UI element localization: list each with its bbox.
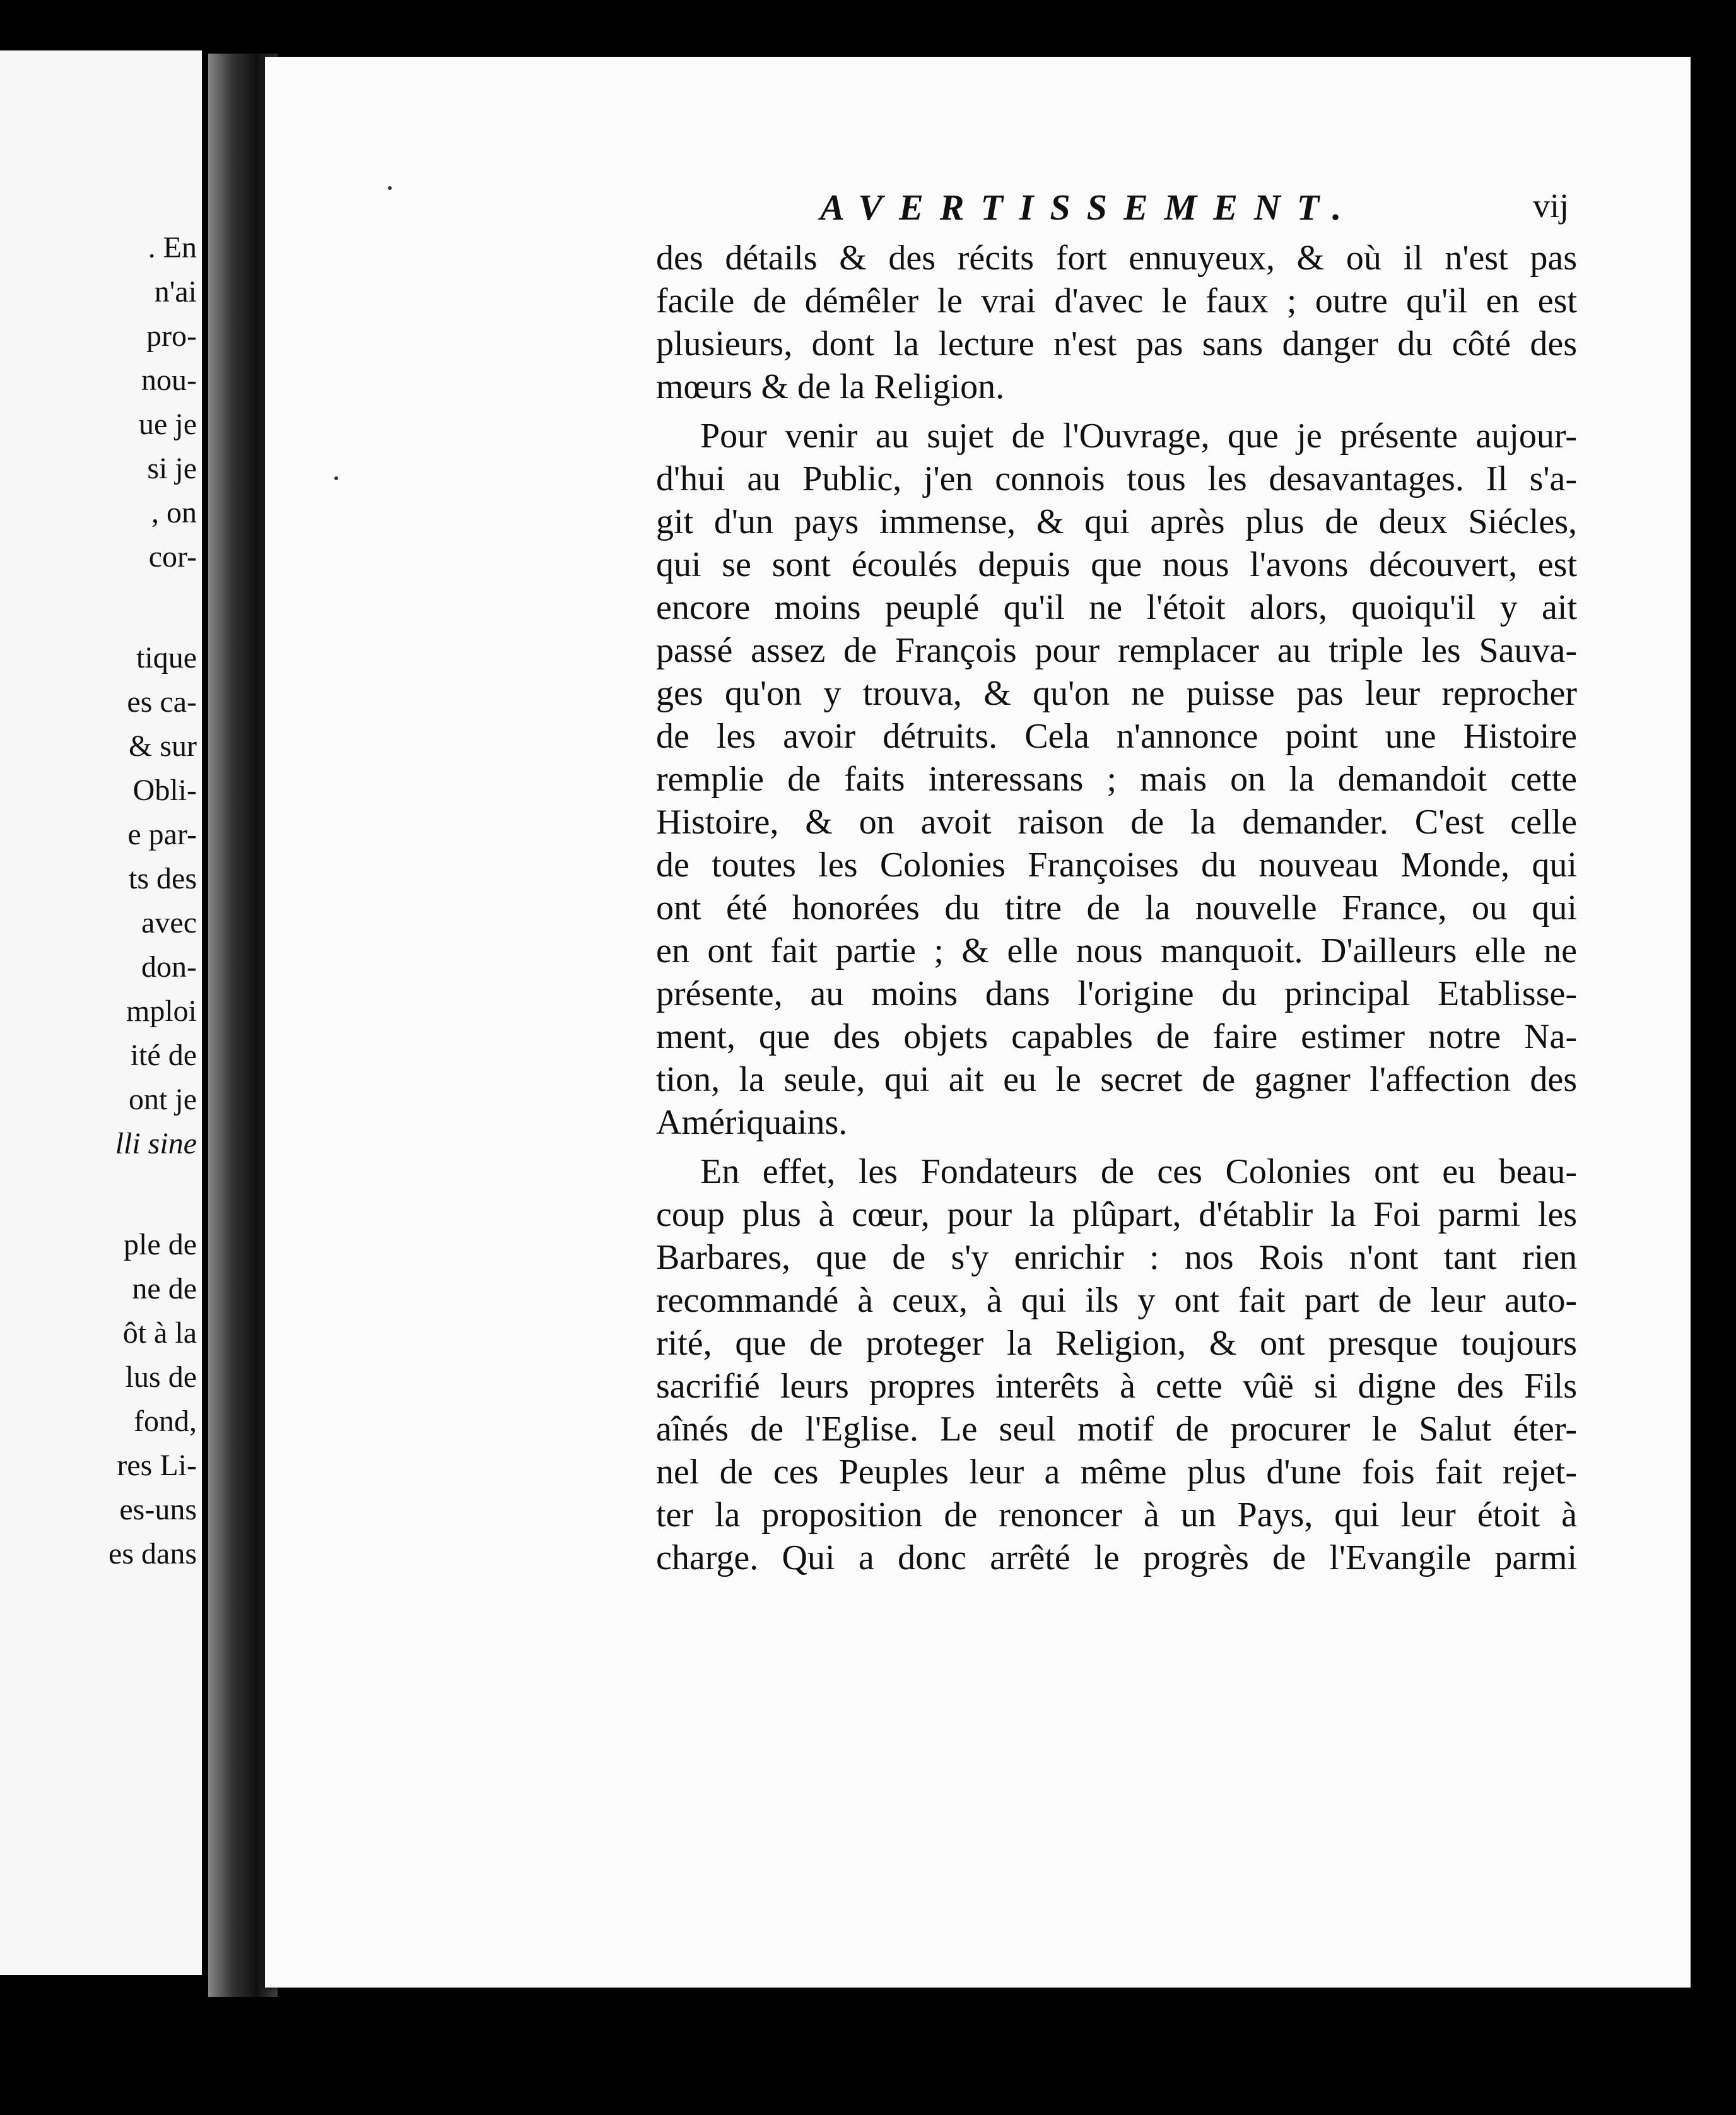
body-text: [656, 237, 1577, 1579]
text-line: rité, que de proteger la Religion, & ont presque toujours: [656, 1324, 1577, 1363]
running-head: AVERTISSEMENT.: [820, 187, 1358, 228]
left-fragment-line: res Li-: [117, 1449, 197, 1482]
left-fragment-line: . En: [148, 231, 197, 264]
text-line: ges qu'on y trouva, & qu'on ne puisse pas leur reprocher: [656, 674, 1577, 713]
text-line: Histoire, & on avoit raison de la demander. C'est celle: [656, 803, 1577, 842]
left-fragment-line: ne de: [132, 1272, 197, 1305]
text-line: git d'un pays immense, & qui après plus de deux Siécles,: [656, 502, 1577, 541]
text-line: présente, au moins dans l'origine du principal Etablisse-: [656, 974, 1577, 1013]
left-fragment-line: mploi: [126, 994, 197, 1028]
left-fragment-line: ôt à la: [122, 1316, 197, 1350]
paper-speck: [334, 476, 338, 480]
text-line: encore moins peuplé qu'il ne l'étoit alors, quoiqu'il y ait: [656, 588, 1577, 627]
text-line: des détails & des récits fort ennuyeux, & où il n'est pas: [656, 239, 1577, 278]
left-fragment-line: n'ai: [154, 275, 197, 309]
text-line: mœurs & de la Religion.: [656, 367, 1005, 406]
text-line: Amériquains.: [656, 1103, 848, 1142]
text-line: ment, que des objets capables de faire estimer notre Na-: [656, 1017, 1577, 1056]
left-fragment-line: pro-: [146, 319, 197, 353]
left-fragment-line: lli sine: [115, 1127, 197, 1160]
text-line: charge. Qui a donc arrêté le progrès de l'Evangile parmi: [656, 1538, 1577, 1577]
left-fragment-line: tique: [136, 641, 197, 675]
text-line: ter la proposition de renoncer à un Pays, qui leur étoit à: [656, 1495, 1577, 1535]
left-fragment-line: don-: [141, 950, 197, 984]
text-line: remplie de faits interessans ; mais on la demandoit cette: [656, 760, 1577, 799]
left-fragment-line: es-uns: [119, 1493, 197, 1526]
text-line: ont été honorées du titre de la nouvelle France, ou qui: [656, 888, 1577, 928]
left-fragment-line: ple de: [124, 1228, 197, 1261]
left-fragment-line: ité de: [130, 1039, 197, 1072]
left-fragment-line: Obli-: [132, 774, 197, 807]
text-line: nel de ces Peuples leur a même plus d'une fois fait rejet-: [656, 1452, 1577, 1492]
left-fragment-line: cor-: [148, 540, 197, 574]
left-fragment-line: ont je: [129, 1083, 197, 1116]
text-line: Barbares, que de s'y enrichir : nos Rois n'ont tant rien: [656, 1238, 1577, 1277]
text-line: d'hui au Public, j'en connois tous les desavantages. Il s'a-: [656, 459, 1577, 498]
left-fragment-line: , on: [151, 496, 197, 529]
paper-speck: [388, 186, 392, 190]
paragraph-start-line: Pour venir au sujet de l'Ouvrage, que je présente aujour-: [700, 416, 1577, 456]
text-line: aînés de l'Eglise. Le seul motif de procurer le Salut éter-: [656, 1410, 1577, 1449]
left-fragment-line: lus de: [125, 1360, 197, 1394]
left-page-fragment: [0, 50, 202, 1975]
left-fragment-line: e par-: [127, 818, 197, 851]
text-line: recommandé à ceux, à qui ils y ont fait part de leur auto-: [656, 1281, 1577, 1320]
paragraph-start-line: En effet, les Fondateurs de ces Colonies ont eu beau-: [700, 1152, 1577, 1191]
text-line: facile de démêler le vrai d'avec le faux ; outre qu'il en est: [656, 281, 1577, 321]
page-number: vij: [1533, 187, 1569, 225]
text-line: de toutes les Colonies Françoises du nouveau Monde, qui: [656, 845, 1577, 885]
right-page: [265, 57, 1691, 1988]
text-line: de les avoir détruits. Cela n'annonce point une Histoire: [656, 717, 1577, 756]
left-fragment-line: avec: [141, 906, 197, 940]
left-fragment-line: fond,: [134, 1405, 197, 1438]
left-fragment-line: nou-: [141, 363, 197, 397]
left-fragment-line: ue je: [139, 408, 197, 441]
text-line: passé assez de François pour remplacer au triple les Sauva-: [656, 631, 1577, 670]
text-line: en ont fait partie ; & elle nous manquoit. D'ailleurs elle ne: [656, 931, 1577, 970]
left-fragment-line: ts des: [129, 862, 197, 895]
text-line: qui se sont écoulés depuis que nous l'avons découvert, est: [656, 545, 1577, 584]
left-fragment-line: si je: [147, 452, 197, 485]
text-line: sacrifié leurs propres interêts à cette vûë si digne des Fils: [656, 1367, 1577, 1406]
text-line: plusieurs, dont la lecture n'est pas sans danger du côté des: [656, 324, 1577, 363]
left-fragment-line: es ca-: [127, 685, 197, 719]
text-line: tion, la seule, qui ait eu le secret de gagner l'affection des: [656, 1060, 1577, 1099]
left-fragment-line: es dans: [108, 1537, 197, 1570]
text-line: coup plus à cœur, pour la plûpart, d'établir la Foi parmi les: [656, 1195, 1577, 1234]
left-fragment-line: & sur: [129, 729, 197, 763]
